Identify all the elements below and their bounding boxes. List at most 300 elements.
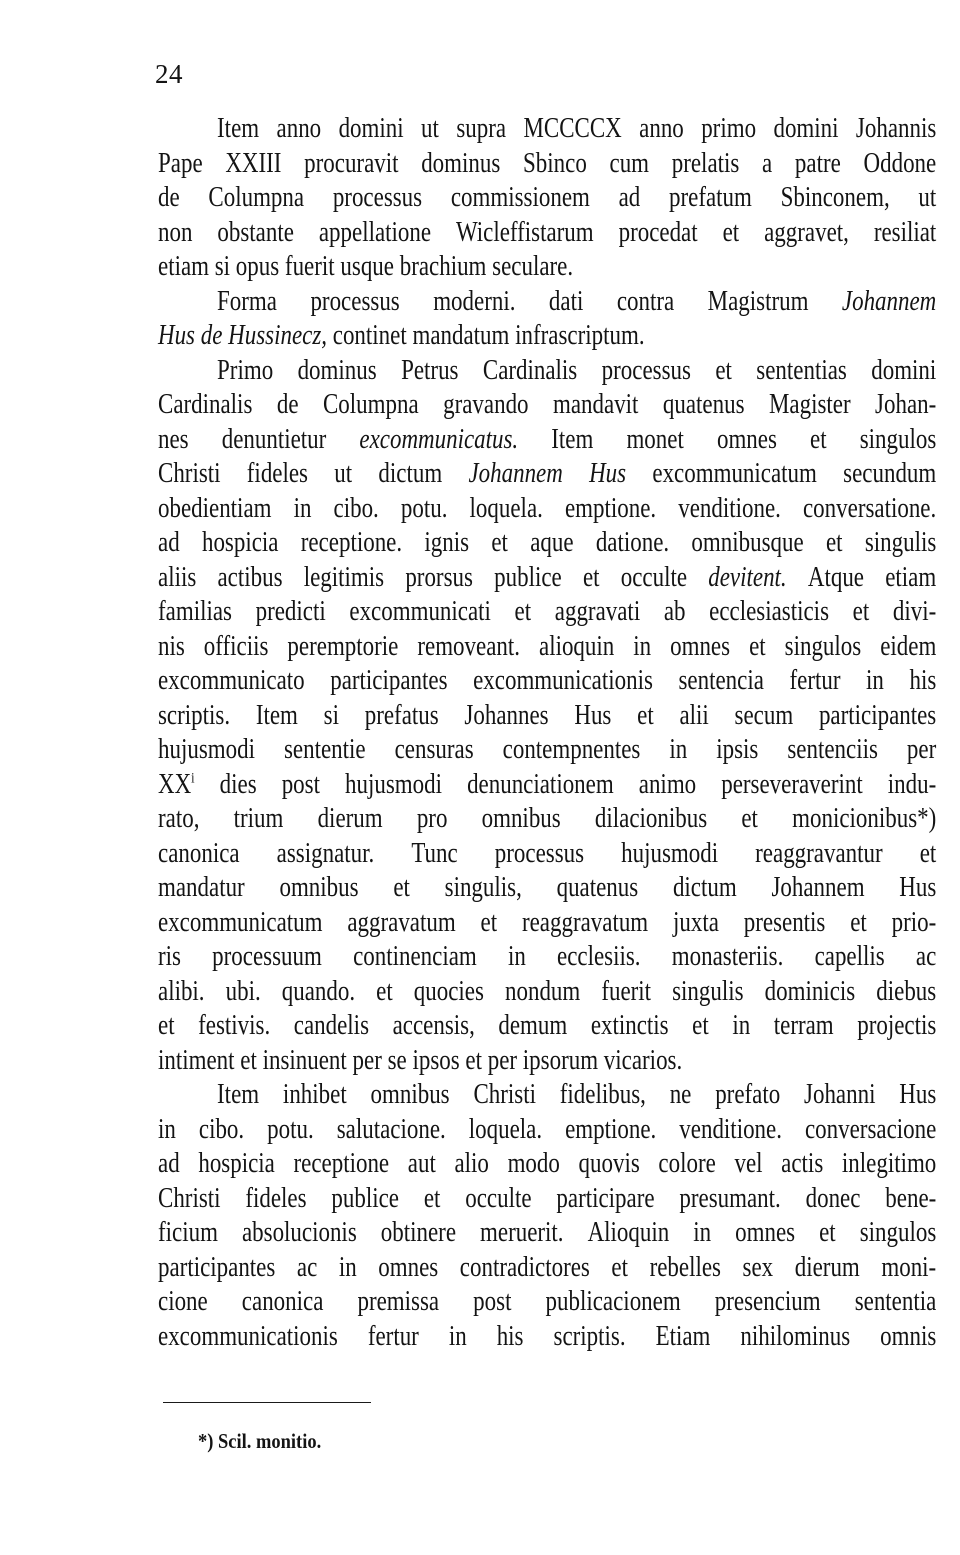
- word: et: [810, 423, 827, 455]
- word: mandatur: [158, 872, 245, 903]
- word: $XX^i$: [158, 768, 195, 800]
- word: contradictores: [459, 1251, 590, 1283]
- text-line: [158, 250, 936, 285]
- word: Johannis: [855, 113, 937, 144]
- word: de: [158, 182, 180, 213]
- word: fuerit: [601, 975, 652, 1007]
- word: in: [293, 492, 312, 524]
- word: Johannem: [771, 872, 865, 903]
- word: omnibus: [370, 1079, 450, 1110]
- text-line: [158, 1078, 936, 1113]
- word: festivis.: [198, 1010, 271, 1041]
- word: cibo.: [333, 492, 379, 524]
- word: receptione: [293, 1148, 390, 1179]
- word: et: [749, 630, 766, 662]
- text-line: [158, 837, 936, 872]
- word: obstante: [217, 216, 294, 248]
- word: prelatis: [671, 147, 740, 179]
- word: ut: [918, 182, 937, 213]
- word: cione: [158, 1286, 208, 1317]
- word: in: [693, 1217, 712, 1248]
- word: monicionibus*): [792, 803, 937, 834]
- word: hospicia: [201, 527, 279, 558]
- word: obedientiam: [158, 492, 272, 524]
- word: procedat: [618, 216, 698, 248]
- word: indu-: [887, 768, 937, 800]
- word: terram: [773, 1010, 834, 1041]
- word: fidelibus,: [559, 1079, 646, 1110]
- word: monasteriis.: [671, 941, 784, 972]
- word: presentis: [743, 906, 826, 938]
- word: et: [582, 561, 600, 593]
- word: potu.: [400, 492, 448, 524]
- word: prefato: [715, 1079, 781, 1110]
- word: fuerit: [284, 251, 335, 282]
- word: Atque: [807, 561, 865, 593]
- word: procuravit: [304, 147, 399, 179]
- word: in: [633, 630, 652, 662]
- word: meruerit.: [480, 1217, 564, 1248]
- word: et: [825, 527, 843, 558]
- text-line: [158, 147, 936, 182]
- text-line: [158, 319, 936, 354]
- word: alioquin: [539, 630, 615, 662]
- word: Christi: [158, 458, 221, 489]
- word: ficium: [158, 1217, 218, 1248]
- text-line: [158, 1216, 936, 1251]
- word: cum: [609, 147, 650, 179]
- word: omnes: [735, 1217, 796, 1248]
- word: ad: [158, 527, 180, 558]
- word: in: [669, 734, 688, 765]
- word: et: [852, 596, 870, 627]
- word: nis: [158, 630, 185, 662]
- word: aggravatum: [347, 906, 456, 938]
- word: actis: [781, 1148, 824, 1179]
- word: ecclesiis.: [557, 941, 641, 972]
- text-line: [158, 664, 936, 699]
- word: Wicleffistarum: [455, 216, 594, 248]
- word: familias: [158, 596, 232, 627]
- word: Item: [217, 113, 260, 144]
- word: Pape: [158, 147, 203, 179]
- word: predicti: [255, 596, 326, 627]
- word: premissa: [357, 1286, 440, 1317]
- word: aggravet,: [764, 216, 849, 248]
- word: opus: [235, 251, 280, 282]
- word: et: [514, 596, 532, 627]
- word: scriptis.: [158, 699, 231, 731]
- word: loquela.: [468, 1113, 543, 1145]
- word: et: [158, 1010, 175, 1041]
- word: omnes: [378, 1251, 439, 1283]
- word: ubi.: [225, 975, 261, 1007]
- word: denuntietur: [221, 423, 327, 455]
- footnote: *) Scil. monitio.: [198, 1429, 322, 1453]
- word: vel: [734, 1148, 763, 1179]
- word: conversacione: [804, 1113, 937, 1145]
- word: his: [909, 665, 937, 696]
- word: ad: [618, 182, 641, 213]
- word: alibi.: [158, 975, 205, 1007]
- word: ipsorum: [522, 1044, 599, 1076]
- word: Item: [217, 1079, 260, 1110]
- word: aque: [530, 527, 574, 558]
- word: appellatione: [318, 216, 432, 248]
- word: singulos: [859, 1217, 937, 1248]
- word: datione.: [595, 527, 670, 558]
- word: occulte: [620, 561, 688, 593]
- word: et: [240, 1044, 257, 1076]
- word: processuum: [212, 941, 322, 972]
- word: dies: [219, 768, 257, 800]
- word: canonica: [158, 837, 240, 869]
- word: singulos: [784, 630, 862, 662]
- word: candelis: [293, 1010, 370, 1041]
- text-line: [158, 1285, 936, 1320]
- word: brachium: [399, 251, 487, 282]
- word: dictum: [378, 458, 443, 489]
- word: monet: [626, 423, 684, 455]
- word: officiis: [203, 630, 269, 662]
- word: Tunc: [411, 837, 458, 869]
- word: quatenus: [556, 872, 639, 903]
- word: sententia: [854, 1286, 937, 1317]
- word: infrascriptum.: [515, 320, 645, 351]
- word: eidem: [880, 630, 937, 662]
- word: post: [473, 1286, 512, 1317]
- word: processus: [310, 285, 400, 317]
- text-line: [158, 1113, 936, 1148]
- text-line: [158, 1147, 936, 1182]
- page-number: 24: [155, 59, 183, 89]
- word: omnibus: [481, 803, 561, 834]
- word: removeant.: [417, 630, 521, 662]
- word: et: [376, 975, 393, 1007]
- word: trium: [233, 803, 284, 834]
- text-line: [158, 699, 936, 734]
- word: colore: [658, 1148, 716, 1179]
- word: Forma: [217, 285, 277, 317]
- word: omnibus: [279, 872, 359, 903]
- word: supra: [456, 113, 507, 144]
- word: aut: [407, 1148, 436, 1179]
- word: Columpna: [322, 389, 419, 420]
- word: et: [393, 872, 410, 903]
- word: animo: [638, 768, 697, 800]
- word: et: [637, 699, 654, 731]
- word: Magister: [768, 389, 851, 420]
- text-line: [158, 906, 936, 941]
- word: Magistrum: [707, 285, 809, 317]
- word: per: [487, 1044, 518, 1076]
- word: excommunicatum: [652, 458, 817, 489]
- word: nondum: [505, 975, 581, 1007]
- word: Johannes: [464, 699, 549, 731]
- word: rato,: [158, 803, 200, 834]
- word: patre: [794, 147, 841, 179]
- word: presumant.: [679, 1182, 781, 1214]
- word: ipsos: [412, 1044, 460, 1076]
- word: aliis: [158, 561, 197, 593]
- word: prio-: [891, 906, 937, 938]
- word: sex: [742, 1251, 774, 1283]
- word: vicarios.: [603, 1044, 683, 1076]
- word: Sbinconem,: [780, 182, 890, 213]
- word: usque: [340, 251, 394, 282]
- word: omnis: [880, 1320, 937, 1352]
- word: mandatum: [412, 320, 510, 351]
- word: Hus: [899, 872, 937, 903]
- text-line: [158, 181, 936, 216]
- word: quando.: [281, 975, 356, 1007]
- word: Primo: [217, 354, 274, 386]
- word: quatenus: [662, 389, 745, 420]
- word: dictum: [672, 872, 737, 903]
- text-line: [158, 871, 936, 906]
- footnote-divider: [163, 1402, 371, 1403]
- word: Alioquin: [587, 1217, 670, 1248]
- word: secum: [734, 699, 794, 731]
- word: absolucionis: [241, 1217, 357, 1248]
- word: dominus: [297, 354, 377, 386]
- text-line: [158, 112, 936, 147]
- word: ac: [915, 941, 937, 972]
- word: sententias: [756, 354, 847, 386]
- word: et: [465, 1044, 482, 1076]
- text-line: [158, 1009, 936, 1044]
- word: ipsis: [716, 734, 759, 765]
- word: dominus: [421, 147, 501, 179]
- word: ab: [663, 596, 686, 627]
- text-line: [158, 526, 936, 561]
- word: si: [323, 699, 339, 731]
- word: et: [692, 1010, 709, 1041]
- word: Johannem: [468, 458, 563, 489]
- text-line: [158, 457, 936, 492]
- word: in: [158, 1113, 176, 1145]
- word: se: [387, 1044, 407, 1076]
- text-line: [158, 630, 936, 665]
- word: capellis: [814, 941, 885, 972]
- word: conversatione.: [802, 492, 937, 524]
- word: Etiam: [655, 1320, 711, 1352]
- word: extinctis: [590, 1010, 669, 1041]
- word: ad: [158, 1148, 180, 1179]
- word: excommunicati: [349, 596, 491, 627]
- word: in: [338, 1251, 357, 1283]
- word: Hussinecz,: [228, 320, 328, 351]
- word: inhibet: [282, 1079, 347, 1110]
- word: participare: [556, 1182, 655, 1214]
- word: sentenciis: [787, 734, 878, 765]
- text-line: [158, 768, 936, 803]
- word: emptione.: [564, 492, 657, 524]
- word: inlegitimo: [841, 1148, 937, 1179]
- word: per: [906, 734, 937, 765]
- word: primo: [701, 113, 757, 144]
- word: omnibusque: [691, 527, 804, 558]
- word: et: [850, 906, 867, 938]
- word: Christi: [473, 1079, 536, 1110]
- word: dilacionibus: [594, 803, 708, 834]
- word: continet: [332, 320, 407, 351]
- word: Petrus: [401, 354, 459, 386]
- text-line: [158, 1320, 936, 1355]
- word: a: [762, 147, 773, 179]
- word: in: [448, 1320, 467, 1352]
- word: nihilominus: [740, 1320, 851, 1352]
- text-line: [158, 561, 936, 596]
- word: emptione.: [565, 1113, 657, 1145]
- word: hospicia: [198, 1148, 275, 1179]
- word: occulte: [465, 1182, 532, 1214]
- word: ris: [158, 941, 181, 972]
- word: Christi: [158, 1182, 221, 1214]
- word: reaggravantur: [755, 837, 883, 869]
- text-line: [158, 733, 936, 768]
- word: ecclesiasticis: [709, 596, 830, 627]
- word: processus: [601, 354, 691, 386]
- word: moni-: [881, 1251, 937, 1283]
- word: et: [715, 354, 732, 386]
- word: denunciationem: [467, 768, 614, 800]
- word: seculare.: [492, 251, 574, 282]
- word: singulis: [864, 527, 937, 558]
- text-line: [158, 1251, 936, 1286]
- word: legitimis: [303, 561, 385, 593]
- word: ut: [421, 113, 439, 144]
- word: resiliat: [873, 216, 937, 248]
- word: alii: [679, 699, 709, 731]
- word: secundum: [843, 458, 937, 489]
- word: canonica: [241, 1286, 324, 1317]
- word: censuras: [394, 734, 474, 765]
- word: accensis,: [392, 1010, 475, 1041]
- word: prefatum: [669, 182, 752, 213]
- body-text: [158, 112, 936, 1354]
- word: rebelles: [649, 1251, 721, 1283]
- word: receptione.: [300, 527, 403, 558]
- word: per: [352, 1044, 382, 1076]
- word: sententie: [283, 734, 366, 765]
- word: actibus: [217, 561, 283, 593]
- word: presencium: [714, 1286, 821, 1317]
- word: MCCCCX: [523, 113, 622, 144]
- word: omnes: [670, 630, 731, 662]
- word: reaggravatum: [521, 906, 649, 938]
- word: singulos: [859, 423, 937, 455]
- word: et: [423, 1182, 441, 1214]
- word: diebus: [876, 975, 937, 1007]
- word: publice: [494, 561, 562, 593]
- word: et: [611, 1251, 629, 1283]
- word: in: [732, 1010, 751, 1041]
- word: etiam: [158, 251, 210, 282]
- word: XXIII: [225, 147, 282, 179]
- word: contra: [616, 285, 675, 317]
- word: et: [491, 527, 508, 558]
- word: intiment: [158, 1044, 235, 1076]
- word: Oddone: [863, 147, 937, 179]
- word: hujusmodi: [621, 837, 719, 869]
- word: excommunicato: [158, 665, 305, 696]
- word: Columpna: [208, 182, 305, 213]
- word: donec: [805, 1182, 861, 1214]
- superscript: i: [191, 770, 195, 787]
- word: quocies: [413, 975, 484, 1007]
- word: insinuent: [262, 1044, 347, 1076]
- word: Johanni: [804, 1079, 876, 1110]
- word: fideles: [246, 458, 308, 489]
- word: gravando: [443, 389, 529, 420]
- word: et: [919, 837, 937, 869]
- word: quovis: [578, 1148, 640, 1179]
- word: salutacione.: [336, 1113, 446, 1145]
- word: Johan-: [875, 389, 937, 420]
- word: projectis: [857, 1010, 937, 1041]
- text-line: [158, 1044, 936, 1079]
- word: excommunicatum: [158, 906, 323, 938]
- text-line: [158, 975, 936, 1010]
- word: de: [200, 320, 223, 351]
- word: publicacionem: [545, 1286, 681, 1317]
- word: fertur: [789, 665, 841, 696]
- word: in: [507, 941, 526, 972]
- word: hujusmodi: [158, 734, 255, 765]
- word: domini: [773, 113, 839, 144]
- word: contempnentes: [502, 734, 641, 765]
- word: potu.: [267, 1113, 314, 1145]
- word: modo: [507, 1148, 560, 1179]
- word: cibo.: [198, 1113, 245, 1145]
- word: scriptis.: [553, 1320, 626, 1352]
- word: demum: [498, 1010, 568, 1041]
- word: etiam: [885, 561, 937, 593]
- word: ut: [334, 458, 353, 489]
- word: moderni.: [433, 285, 516, 317]
- word: domini: [338, 113, 404, 144]
- word: aggravati: [554, 596, 641, 627]
- word: et: [722, 216, 740, 248]
- word: Hus: [158, 320, 196, 351]
- word: et: [819, 1217, 836, 1248]
- word: loquela.: [469, 492, 543, 524]
- word: ac: [296, 1251, 318, 1283]
- word: Hus: [589, 458, 627, 489]
- word: pro: [416, 803, 448, 834]
- word: venditione.: [679, 1113, 782, 1145]
- word: dati: [548, 285, 584, 317]
- word: Hus: [899, 1079, 937, 1110]
- word: commissionem: [450, 182, 590, 213]
- word: et: [741, 803, 758, 834]
- word: his: [496, 1320, 524, 1352]
- word: et: [480, 906, 498, 938]
- word: prefatus: [364, 699, 439, 731]
- word: anno: [639, 113, 684, 144]
- word: juxta: [672, 906, 719, 938]
- word: participantes: [158, 1251, 276, 1283]
- word: singulis: [672, 975, 744, 1007]
- word: assignatur.: [276, 837, 375, 869]
- word: Hus: [574, 699, 612, 731]
- word: domini: [871, 354, 937, 386]
- word: Sbinco: [523, 147, 587, 179]
- word: mandavit: [552, 389, 639, 420]
- word: non: [158, 216, 193, 248]
- word: dominicis: [764, 975, 856, 1007]
